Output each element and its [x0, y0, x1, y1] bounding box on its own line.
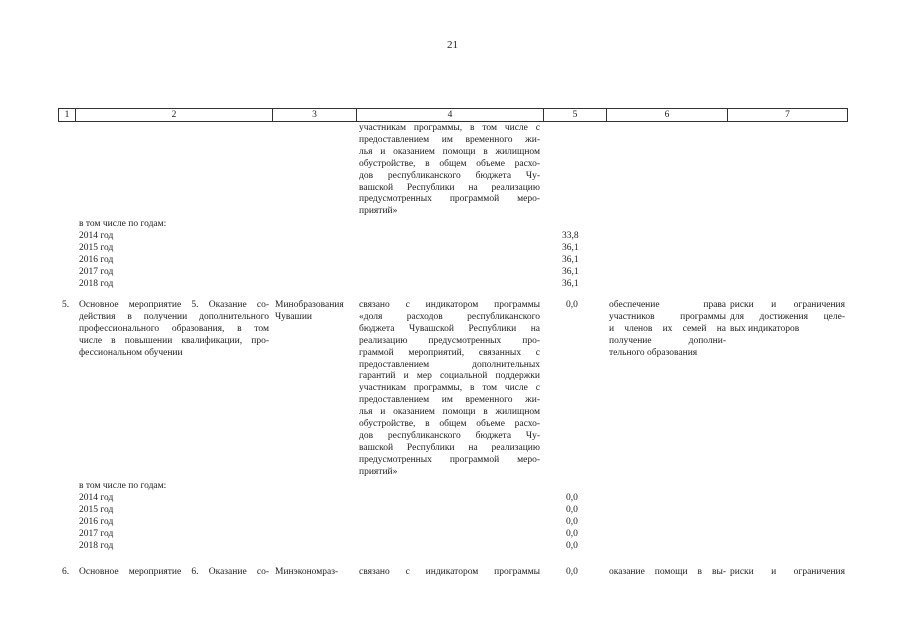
year-value: 33,8 [562, 231, 579, 241]
header-col-4: 4 [447, 110, 453, 120]
text-line: числе в повышении квалификации, про- [79, 335, 269, 346]
year-label: 2015 год [79, 504, 114, 515]
text-line: вашской Республики на реализацию [359, 182, 540, 193]
header-col-3: 3 [312, 110, 317, 120]
year-value: 0,0 [566, 540, 578, 551]
year-label: 2018 год [79, 278, 114, 289]
text-line: Чувашии [275, 311, 312, 322]
text-line: дов республиканского бюджета Чу- [359, 430, 540, 441]
year-label: 2014 год [79, 492, 114, 503]
text-line: для достижения целе- [730, 311, 845, 322]
item5-years-values [566, 493, 596, 553]
item5-col4-text [359, 300, 540, 479]
text-line: предоставлением дополнительных [359, 359, 540, 370]
year-value: 36,1 [562, 254, 579, 265]
item6-col6-text: оказание помощи в вы- [609, 567, 726, 577]
text-line: дов республиканского бюджета Чу- [359, 170, 540, 181]
text-line: лья и оказанием помощи в жилищном [359, 407, 540, 418]
text-line: обустройстве, в общем объеме расхо- [359, 419, 540, 430]
by-year-label: в том числе по годам: [79, 219, 167, 229]
year-label: 2015 год [79, 242, 114, 253]
text-line: связано с индикатором программы [359, 300, 540, 310]
text-line: тельного образования [609, 347, 698, 358]
year-value: 0,0 [566, 528, 578, 539]
item5-col5-value: 0,0 [566, 300, 578, 310]
item6-col7-text: риски и ограничения [730, 567, 845, 577]
item5-col7-text [730, 300, 845, 336]
year-label: 2016 год [79, 254, 114, 265]
text-line: вых индикаторов [730, 323, 800, 334]
year-label: 2016 год [79, 516, 114, 527]
header-col-1: 1 [64, 110, 70, 120]
text-line: гарантий и мер социальной поддержки [359, 371, 540, 382]
text-line: граммой мероприятий, связанных с [359, 347, 540, 358]
year-label: 2014 год [79, 230, 114, 241]
by-year-label: в том числе по годам: [79, 481, 167, 491]
text-line: предусмотренных программой меро- [359, 194, 540, 205]
text-line: Основное мероприятие 5. Оказание со- [79, 300, 269, 310]
item6-col5-value: 0,0 [566, 567, 578, 577]
text-line: обустройстве, в общем объеме расхо- [359, 158, 540, 169]
continued-col4-text [359, 123, 540, 218]
item6-col4-text: связано с индикатором программы [359, 567, 540, 577]
header-col-7: 7 [785, 110, 790, 120]
year-value: 36,1 [562, 278, 579, 289]
header-col-5: 5 [572, 110, 578, 120]
year-label: 2018 год [79, 540, 114, 551]
year-label: 2017 год [79, 266, 114, 277]
page-number: 21 [447, 39, 458, 51]
text-line: бюджета Чувашской Республики на [359, 323, 540, 334]
item5-years-block [79, 481, 269, 552]
item5-number: 5. [62, 300, 70, 310]
text-line: «доля расходов республиканского [359, 311, 540, 322]
year-value: 36,1 [562, 242, 579, 253]
text-line: действия в получении дополнительного [79, 311, 269, 322]
text-line: участникам программы, в том числе с [359, 123, 540, 133]
item5-col2-text [79, 300, 269, 360]
year-value: 0,0 [566, 516, 578, 527]
item5-col3-text [275, 300, 357, 324]
text-line: получение дополни- [609, 335, 726, 346]
year-value: 0,0 [566, 504, 578, 515]
text-line: Минобразования [275, 300, 344, 310]
text-line: обеспечение права [609, 300, 726, 310]
year-label: 2017 год [79, 528, 114, 539]
continued-years-values [562, 231, 592, 291]
text-line: предусмотренных программой меро- [359, 454, 540, 465]
text-line: фессиональном обучении [79, 347, 183, 358]
item6-col3-text: Минэкономраз- [275, 567, 339, 577]
header-col-6: 6 [664, 110, 670, 120]
year-value: 36,1 [562, 266, 579, 277]
text-line: участников программы [609, 311, 726, 322]
text-line: предоставлением им временного жи- [359, 395, 540, 406]
text-line: приятий» [359, 466, 398, 477]
text-line: вашской Республики на реализацию [359, 442, 540, 453]
text-line: лья и оказанием помощи в жилищном [359, 146, 540, 157]
table-header-bottom-border [58, 121, 848, 122]
text-line: реализацию предусмотренных про- [359, 335, 540, 346]
text-line: участникам программы, в том числе с [359, 383, 540, 394]
table-header-divider [847, 108, 848, 122]
item5-col6-text [609, 300, 726, 360]
text-line: приятий» [359, 206, 398, 217]
year-value: 0,0 [566, 493, 578, 503]
text-line: профессионального образования, в том [79, 323, 269, 334]
item6-col2-text: Основное мероприятие 6. Оказание со- [79, 567, 269, 577]
item6-number: 6. [62, 567, 70, 577]
header-col-2: 2 [171, 110, 177, 120]
text-line: риски и ограничения [730, 300, 845, 310]
table-header-top-border [58, 108, 848, 109]
text-line: предоставлением им временного жи- [359, 134, 540, 145]
text-line: и членов их семей на [609, 323, 726, 334]
continued-years-block [79, 219, 269, 290]
